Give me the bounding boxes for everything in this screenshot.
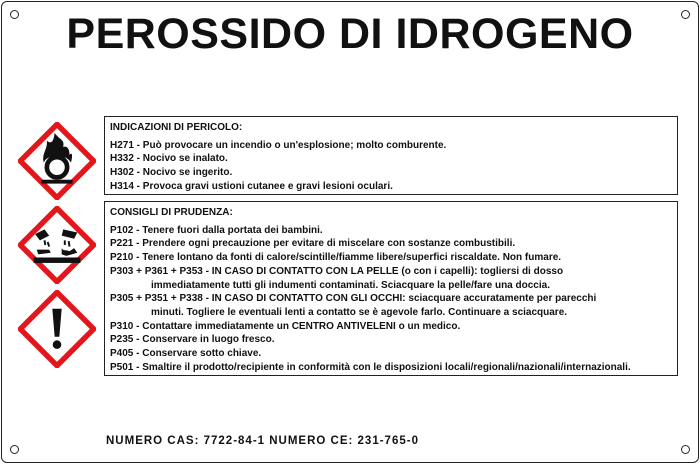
hazard-line: H314 - Provoca gravi ustioni cutanee e gravi lesioni oculari. [110,180,393,192]
precaution-heading: CONSIGLI DI PRUDENZA: [110,207,233,218]
precaution-line: P102 - Tenere fuori dalla portata dei bambini. [110,224,323,236]
precaution-line: P221 - Prendere ogni precauzione per evitare di miscelare con sostanze combustibili. [110,238,516,250]
flame-over-circle-icon [18,122,96,200]
precaution-line: P305 + P351 + P338 - IN CASO DI CONTATTO CON GLI OCCHI: sciacquare accuratamente per parecchi [110,293,597,305]
hazard-heading: INDICAZIONI DI PERICOLO: [110,122,243,133]
precaution-line: P310 - Contattare immediatamente un CENTRO ANTIVELENI o un medico. [110,320,461,332]
precautionary-statements-box [104,201,678,376]
precaution-line: P235 - Conservare in luogo fresco. [110,334,275,346]
cas-ec-numbers: NUMERO CAS: 7722-84-1 NUMERO CE: 231-765-0 [106,435,419,447]
hazard-line: H332 - Nocivo se inalato. [110,153,228,165]
hazard-statements-box [104,116,678,195]
exclamation-mark-icon [18,290,96,368]
precaution-line: P210 - Tenere lontano da fonti di calore/scintille/fiamme libere/superfici riscaldate. Non fumare. [110,252,562,264]
mounting-hole [10,445,19,454]
mounting-hole [681,445,690,454]
precaution-line: immediatamente tutti gli indumenti contaminati. Sciacquare la pelle/fare una doccia. [151,279,550,291]
page-title: PEROSSIDO DI IDROGENO [66,10,634,58]
hazard-line: H271 - Può provocare un incendio o un'esplosione; molto comburente. [110,139,447,151]
corrosion-icon [18,206,96,284]
precaution-line: P405 - Conservare sotto chiave. [110,348,262,360]
precaution-line: minuti. Togliere le eventuali lenti a contatto se è agevole farlo. Continuare a sciacquare. [151,306,568,318]
precaution-line: P303 + P361 + P353 - IN CASO DI CONTATTO CON LA PELLE (o con i capelli): togliersi di dosso [110,265,564,277]
hazard-line: H302 - Nocivo se ingerito. [110,167,233,179]
precaution-line: P501 - Smaltire il prodotto/recipiente in conformità con le disposizioni locali/regionali/nazionali/internazionali. [110,361,631,373]
